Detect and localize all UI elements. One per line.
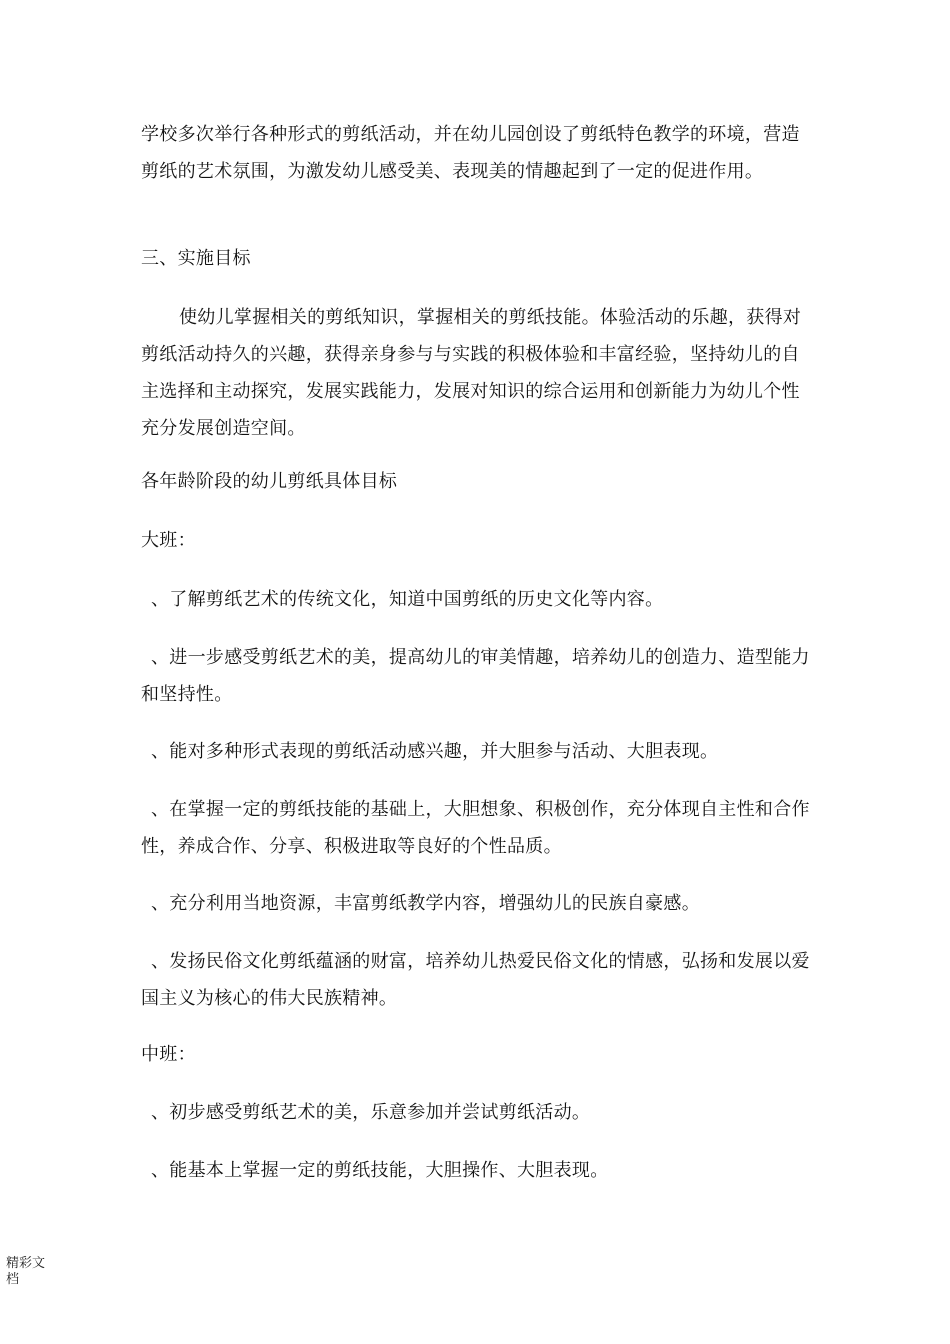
age-goals-subheading: 各年龄阶段的幼儿剪纸具体目标 (141, 471, 398, 492)
goals-paragraph: 使幼儿掌握相关的剪纸知识，掌握相关的剪纸技能。体验活动的乐趣，获得对剪纸活动持久的兴趣，获得亲身参与与实践的积极体验和丰富经验，坚持幼儿的自主选择和主动探究，发展实践能力，发展对知识的综合运用和创新能力为幼儿个性充分发展创造空间。 (141, 307, 802, 439)
list-item: 、发扬民俗文化剪纸蕴涵的财富，培养幼儿热爱民俗文化的情感，弘扬和发展以爱国主义为核心的伟大民族精神。 (141, 951, 810, 1009)
big-class-heading: 大班： (141, 530, 196, 551)
intro-paragraph: 学校多次举行各种形式的剪纸活动，并在幼儿园创设了剪纸特色教学的环境，营造剪纸的艺术氛围，为激发幼儿感受美、表现美的情趣起到了一定的促进作用。 (141, 124, 800, 182)
mid-class-heading: 中班： (141, 1044, 196, 1065)
list-item: 、了解剪纸艺术的传统文化，知道中国剪纸的历史文化等内容。 (151, 589, 664, 610)
list-item: 、初步感受剪纸艺术的美，乐意参加并尝试剪纸活动。 (151, 1102, 591, 1123)
list-item: 、能基本上掌握一定的剪纸技能，大胆操作、大胆表现。 (151, 1160, 609, 1181)
list-item: 、进一步感受剪纸艺术的美，提高幼儿的审美情趣，培养幼儿的创造力、造型能力和坚持性。 (141, 647, 810, 705)
list-item: 、充分利用当地资源，丰富剪纸教学内容，增强幼儿的民族自豪感。 (151, 893, 700, 914)
list-item: 、能对多种形式表现的剪纸活动感兴趣，并大胆参与活动、大胆表现。 (151, 741, 719, 762)
footer-label: 精彩文档 (6, 1256, 46, 1287)
list-item: 、在掌握一定的剪纸技能的基础上，大胆想象、积极创作，充分体现自主性和合作性，养成合作、分享、积极进取等良好的个性品质。 (141, 799, 810, 857)
section-heading-implementation-goals: 三、实施目标 (141, 248, 251, 269)
